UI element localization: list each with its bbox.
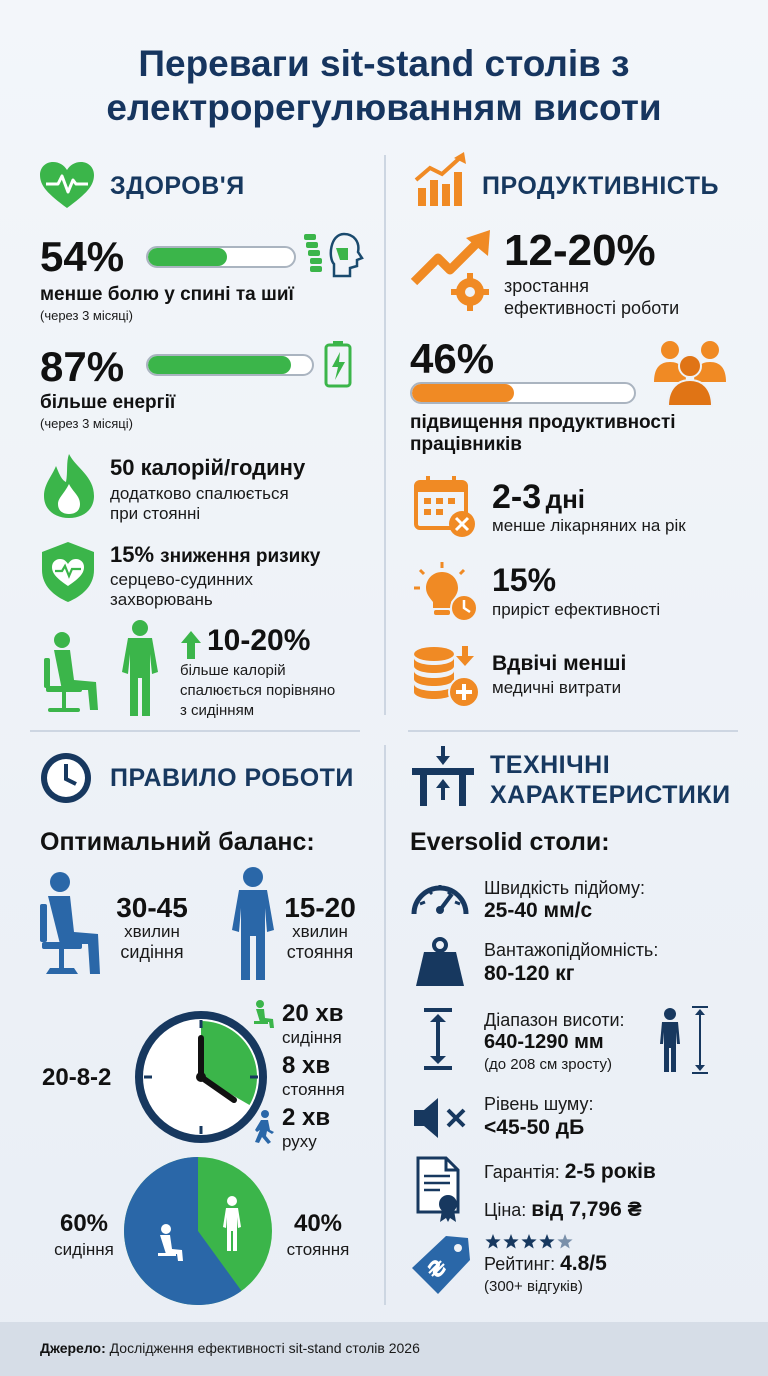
prod-stat1-line2: ефективності роботи (504, 298, 680, 318)
health-stat5-value: 10-20% (207, 624, 311, 657)
health-stat5-line3: з сидінням (180, 702, 255, 719)
health-stat5-line1: більше калорій (180, 662, 286, 679)
prod-stat5-value: Вдвічі менші (492, 652, 627, 675)
tech-rating-note: (300+ відгуків) (484, 1278, 583, 1295)
arrow-up-icon (180, 630, 202, 660)
divider (384, 155, 386, 715)
weight-icon (414, 936, 466, 988)
tech-rating: Рейтинг: 4.8/5 (484, 1252, 607, 1275)
health-stat3-line2: при стоянні (110, 504, 201, 523)
tech-speed-label: Швидкість підйому: (484, 878, 646, 898)
footer: Джерело: Дослідження ефективності sit-stand столів 2026 (0, 1322, 768, 1376)
cycle-c3-label: руху (282, 1132, 317, 1151)
spine-head-icon (300, 230, 364, 280)
coins-plus-icon (410, 644, 482, 710)
rule-subtitle: Оптимальний баланс: (40, 828, 315, 856)
arrow-gear-icon (410, 228, 496, 312)
tech-price: Ціна: від 7,796 ₴ (484, 1198, 642, 1221)
sitting-person-icon (38, 870, 108, 982)
height-range-icon (420, 1008, 456, 1070)
rule-stand-value: 15-20 (284, 892, 356, 923)
productivity-heading: ПРОДУКТИВНІСТЬ (482, 172, 719, 200)
rule-sit-unit: хвилин (124, 922, 180, 941)
tech-noise-value: <45-50 дБ (484, 1116, 585, 1139)
pie-sit-label: сидіння (54, 1240, 114, 1259)
heart-icon (38, 160, 96, 210)
health-stat1-value: 54% (40, 233, 125, 280)
prod-stat4-label: приріст ефективності (492, 600, 661, 619)
tech-load-label: Вантажопідйомність: (484, 940, 659, 960)
health-stat5-line2: спалюється порівняно (180, 682, 336, 699)
tech-load-value: 80-120 кг (484, 962, 575, 985)
divider (384, 745, 386, 1305)
prod-stat3: 2-3 дні (492, 478, 586, 516)
rule-sit-label: сидіння (120, 942, 184, 962)
person-height-icon (656, 1006, 710, 1074)
health-stat4: 15% зниження ризику (110, 542, 321, 567)
tech-noise-label: Рівень шуму: (484, 1094, 594, 1114)
health-stat2-value: 87% (40, 343, 125, 390)
health-stat2-note: (через 3 місяці) (40, 416, 133, 431)
growth-chart-icon (412, 152, 470, 210)
cycle-c2-value: 8 хв (282, 1052, 331, 1079)
pie-stand-value: 40% (293, 1210, 343, 1237)
prod-stat2-line1: підвищення продуктивності (410, 412, 676, 433)
certificate-icon (414, 1156, 464, 1222)
health-stat2-bar (146, 354, 314, 376)
tech-heading: ТЕХНІЧНІ ХАРАКТЕРИСТИКИ (490, 751, 731, 809)
shield-heart-icon (38, 540, 98, 604)
lightbulb-clock-icon (414, 560, 480, 624)
calendar-icon (412, 474, 478, 540)
price-tag-icon (410, 1232, 472, 1298)
prod-stat2-line2: працівників (410, 434, 522, 455)
prod-stat4-value: 15% (492, 562, 557, 598)
walking-icon (252, 1110, 276, 1144)
star-icon (539, 1234, 554, 1249)
desk-height-icon (410, 746, 476, 808)
sitting-small-icon (252, 1000, 276, 1030)
prod-stat5-label: медичні витрати (492, 678, 622, 697)
divider (30, 730, 360, 732)
health-stat1-label: менше болю у спині та шиї (40, 284, 294, 305)
prod-stat3-label: менше лікарняних на рік (492, 516, 686, 535)
health-heading: ЗДОРОВ'Я (110, 172, 245, 200)
cycle-clock (134, 1010, 268, 1144)
standing-person-icon (118, 618, 162, 718)
rule-heading: ПРАВИЛО РОБОТИ (110, 764, 354, 792)
standing-person-icon (228, 866, 278, 982)
mute-speaker-icon (410, 1096, 470, 1140)
health-stat1-note: (через 3 місяці) (40, 308, 133, 323)
rule-sit-value: 30-45 (116, 892, 188, 923)
tech-warranty: Гарантія: 2-5 років (484, 1160, 656, 1183)
tech-range-value: 640-1290 мм (484, 1031, 604, 1053)
battery-icon (324, 340, 352, 388)
clock-icon (38, 750, 94, 806)
svg-text:₴: ₴ (422, 1254, 454, 1286)
star-icon (503, 1234, 518, 1249)
rule-stand-unit: хвилин (292, 922, 348, 941)
prod-stat1-line1: зростання (504, 276, 589, 296)
tech-range-note: (до 208 см зросту) (484, 1056, 613, 1073)
health-stat3-line1: додатково спалюється (110, 484, 289, 503)
team-icon (650, 336, 730, 408)
cycle-c1-value: 20 хв (282, 1000, 344, 1027)
speedometer-icon (410, 876, 470, 918)
health-stat2-label: більше енергії (40, 392, 176, 413)
sitting-person-icon (40, 630, 106, 718)
prod-stat2-value: 46% (410, 335, 495, 382)
star-icon (485, 1234, 500, 1249)
pie-sit-value: 60% (59, 1210, 109, 1237)
prod-stat1-value: 12-20% (504, 226, 656, 275)
sit-stand-pie-chart (122, 1155, 274, 1307)
star-icon (521, 1234, 536, 1249)
health-stat1-bar (146, 246, 296, 268)
divider (408, 730, 738, 732)
cycle-c3-value: 2 хв (282, 1104, 331, 1131)
health-stat4-line1: серцево-судинних (110, 570, 253, 589)
tech-subtitle: Eversolid столи: (410, 828, 610, 856)
health-stat4-line2: захворювань (110, 590, 213, 609)
cycle-c1-label: сидіння (282, 1028, 342, 1047)
tech-speed-value: 25-40 мм/с (484, 899, 593, 922)
prod-stat2-bar (410, 382, 636, 404)
star-icon (557, 1234, 572, 1249)
tech-range-label: Діапазон висоти: (484, 1010, 625, 1030)
page-title: Переваги sit-stand столів з електрорегулюванням висоти (106, 43, 662, 128)
health-stat3-value: 50 калорій/годину (110, 455, 306, 480)
pie-stand-label: стояння (286, 1240, 350, 1259)
rating-stars (484, 1232, 584, 1252)
cycle-c2-label: стояння (282, 1080, 345, 1099)
rule-stand-label: стояння (286, 942, 354, 962)
cycle-label: 20-8-2 (42, 1064, 112, 1091)
flame-icon (40, 452, 98, 520)
